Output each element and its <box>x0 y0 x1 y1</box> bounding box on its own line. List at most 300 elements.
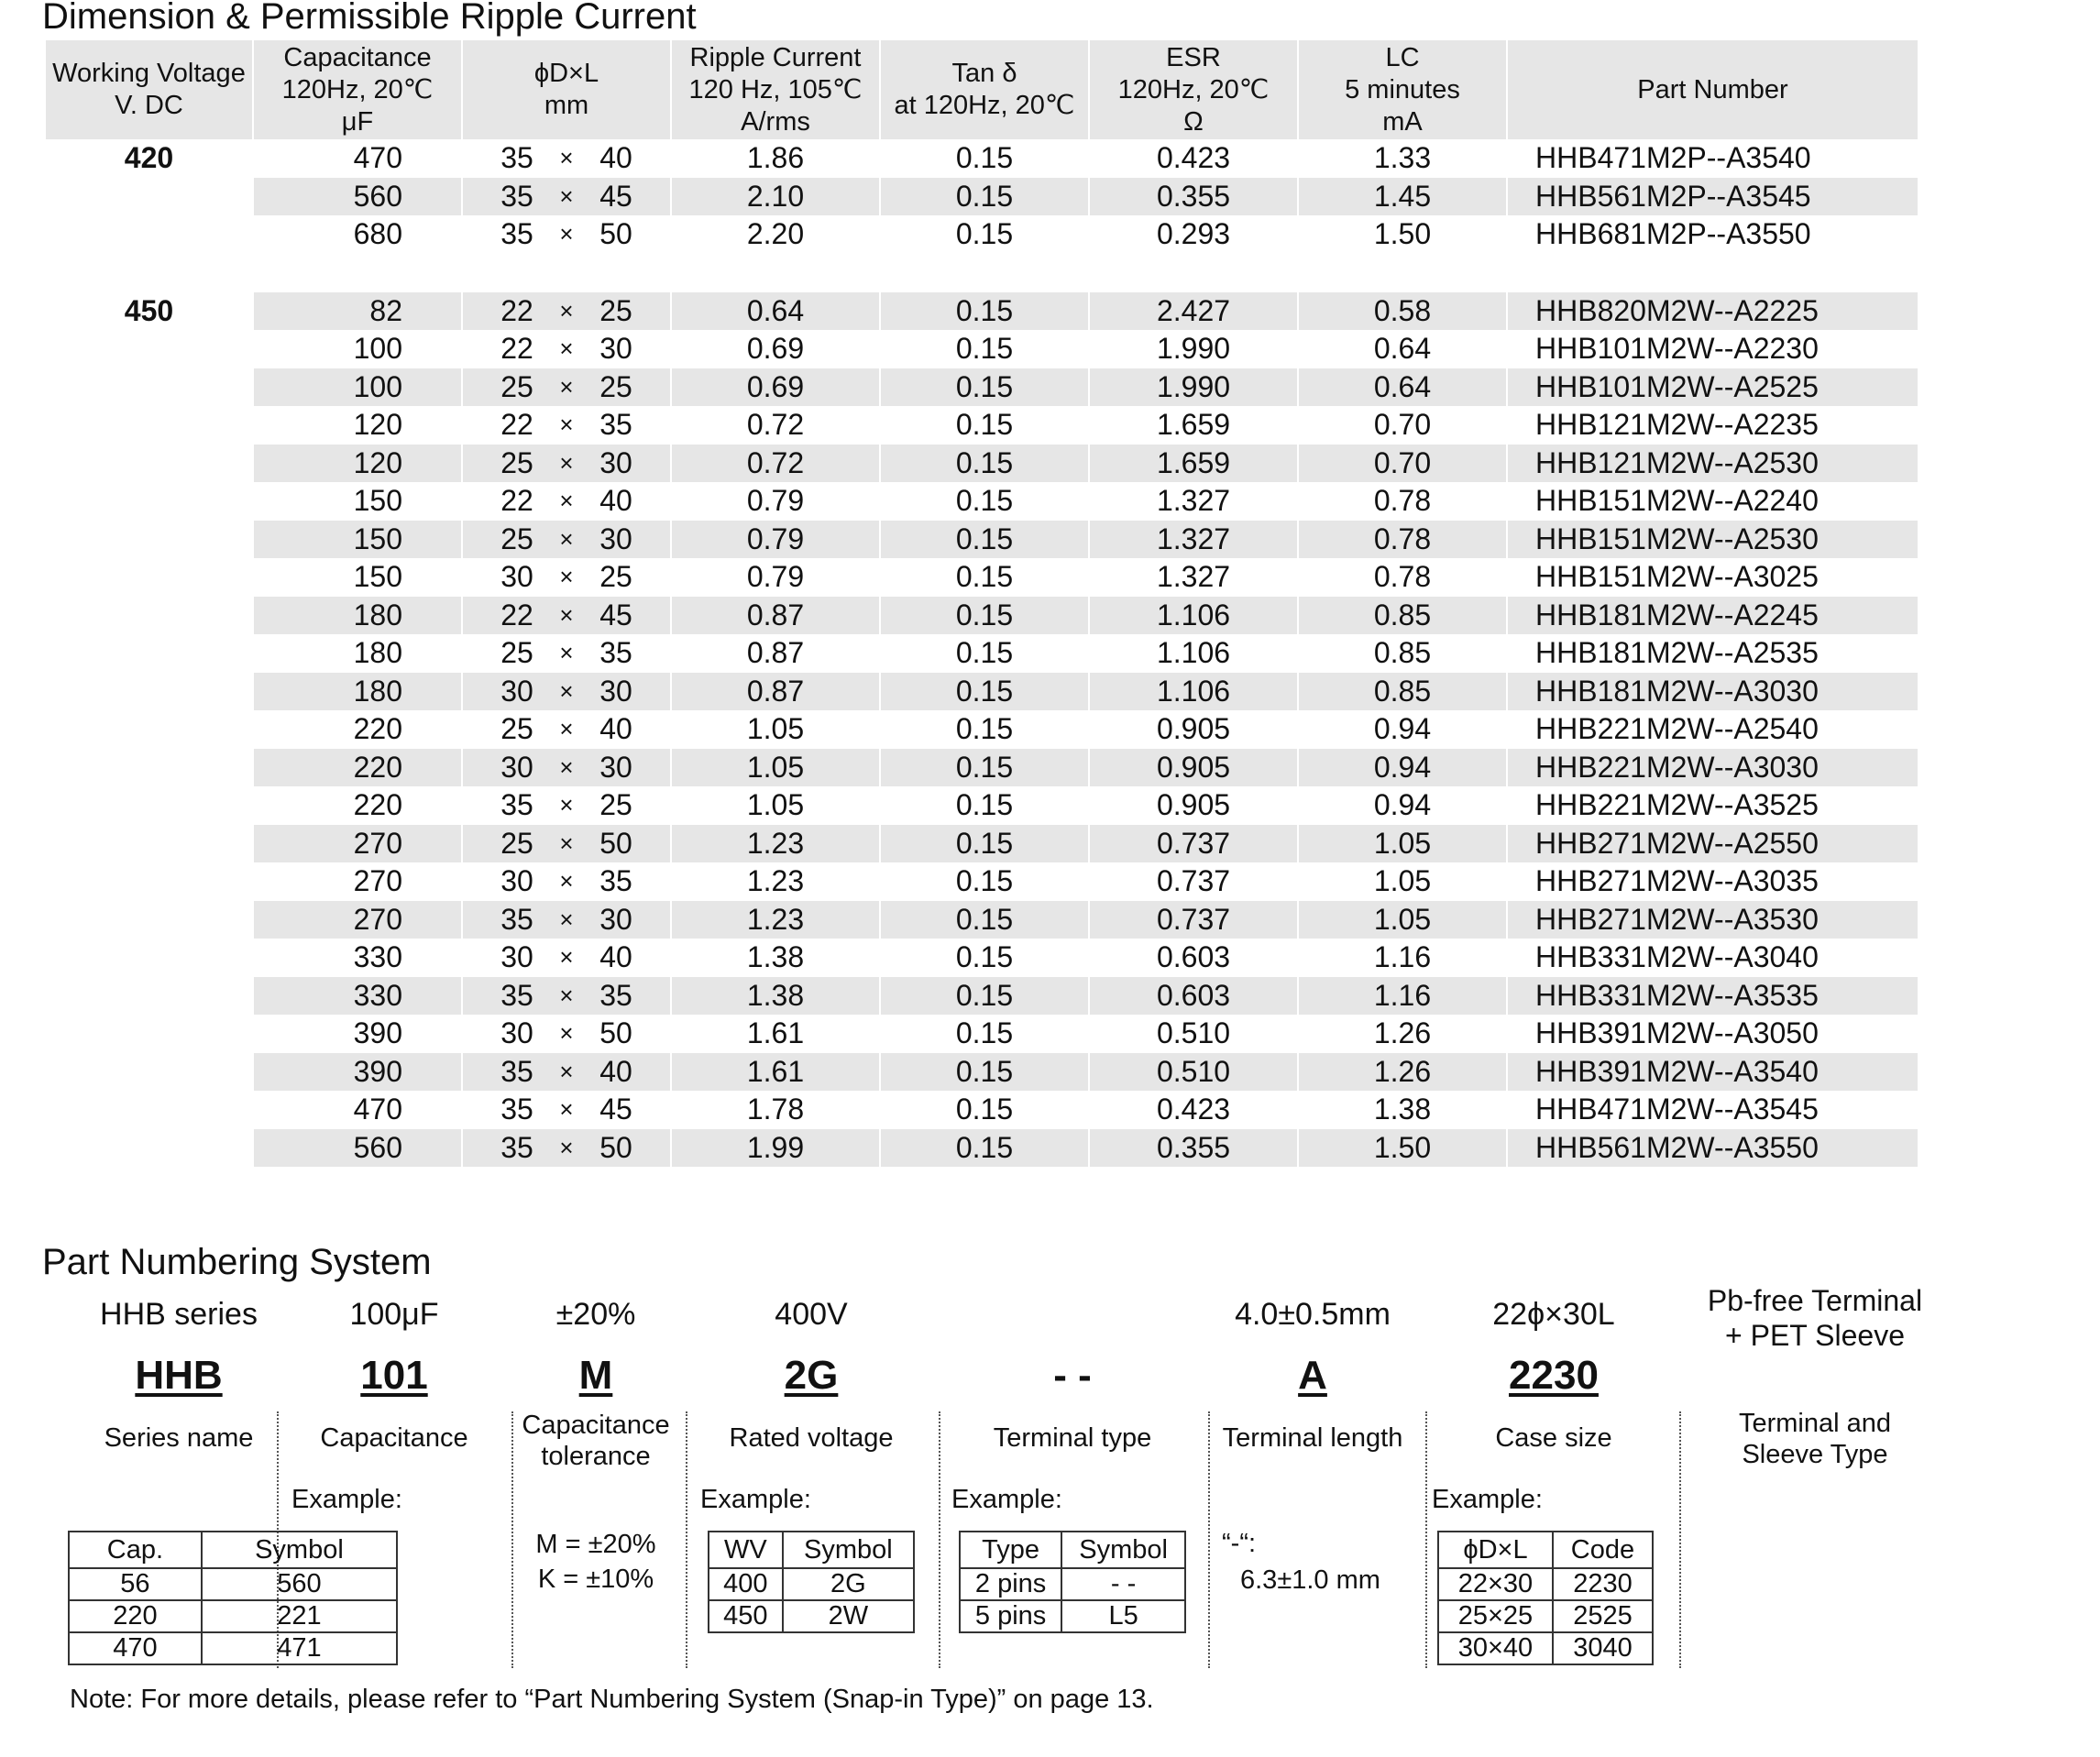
table-row <box>46 406 1918 445</box>
diameter-value: 30 <box>500 1016 533 1050</box>
table-row <box>69 1600 397 1632</box>
ripple-current-cell: 1.23 <box>671 862 880 901</box>
dimension-cell <box>462 1015 671 1053</box>
working-voltage-cell <box>46 1053 253 1092</box>
capacitance-cell: 180 <box>253 597 462 635</box>
length-value: 25 <box>599 293 632 327</box>
table-cell: 2G <box>783 1568 914 1600</box>
table-row <box>46 215 1918 254</box>
table-row <box>709 1568 914 1600</box>
lc-cell: 1.05 <box>1298 901 1507 939</box>
esr-cell: 0.603 <box>1089 939 1298 977</box>
ripple-current-cell: 1.05 <box>671 786 880 825</box>
table-row <box>46 330 1918 368</box>
part-number-cell: HHB391M2W--A3540 <box>1507 1053 1918 1092</box>
pns-sleeve-example: Pb-free Terminal + PET Sleeve <box>1707 1284 1923 1352</box>
diameter-value: 35 <box>500 217 533 251</box>
table-cell: 2525 <box>1553 1600 1653 1632</box>
pns-voltage <box>697 1297 926 1454</box>
table-row <box>46 901 1918 939</box>
capacitance-cell: 680 <box>253 215 462 254</box>
capacitance-cell: 220 <box>253 749 462 787</box>
length-value: 30 <box>599 750 632 784</box>
length-value: 25 <box>599 560 632 594</box>
pns-sleeve-label: Terminal and Sleeve Type <box>1738 1409 1892 1469</box>
table-row <box>46 482 1918 521</box>
table-row <box>46 1053 1918 1092</box>
header-esr: ESR 120Hz, 20℃ Ω <box>1089 40 1298 139</box>
diameter-value: 25 <box>500 636 533 670</box>
length-value: 35 <box>599 408 632 442</box>
table-cell: 30×40 <box>1438 1632 1553 1664</box>
lc-cell: 1.50 <box>1298 1129 1507 1168</box>
table-row <box>46 939 1918 977</box>
voltage-example-table <box>708 1531 915 1633</box>
pns-tol-label: Capacitance tolerance <box>522 1411 670 1471</box>
pns-term-label: Terminal type <box>993 1423 1152 1453</box>
esr-cell: 1.659 <box>1089 445 1298 483</box>
ripple-current-cell: 2.10 <box>671 178 880 216</box>
pns-series-label: Series name <box>104 1423 254 1453</box>
esr-cell: 0.293 <box>1089 215 1298 254</box>
pns-term-code: - - <box>1053 1353 1092 1398</box>
part-number-cell: HHB561M2W--A3550 <box>1507 1129 1918 1168</box>
table-cell: 5 pins <box>960 1600 1061 1632</box>
ripple-current-cell: 1.86 <box>671 139 880 178</box>
times-symbol: × <box>559 752 574 781</box>
part-number-cell: HHB221M2W--A2540 <box>1507 710 1918 749</box>
table-row <box>46 521 1918 559</box>
esr-cell: 1.327 <box>1089 482 1298 521</box>
diameter-value: 30 <box>500 940 533 974</box>
working-voltage-cell <box>46 178 253 216</box>
capacitance-cell: 330 <box>253 939 462 977</box>
working-voltage-cell <box>46 558 253 597</box>
dimension-cell <box>462 445 671 483</box>
working-voltage-cell <box>46 1129 253 1168</box>
esr-cell: 0.423 <box>1089 139 1298 178</box>
working-voltage-cell <box>46 597 253 635</box>
ripple-current-cell: 0.79 <box>671 521 880 559</box>
tan-delta-cell: 0.15 <box>880 1091 1089 1129</box>
length-value: 50 <box>599 1130 632 1164</box>
ripple-current-cell: 1.61 <box>671 1053 880 1092</box>
example-label-term: Example: <box>951 1485 1062 1514</box>
length-value: 30 <box>599 902 632 936</box>
tan-delta-cell: 0.15 <box>880 1015 1089 1053</box>
working-voltage-cell <box>46 977 253 1016</box>
dimension-cell <box>462 939 671 977</box>
diameter-value: 22 <box>500 293 533 327</box>
pns-tlen-example: 4.0±0.5mm <box>1235 1297 1391 1332</box>
table-row <box>1438 1532 1653 1568</box>
diameter-value: 25 <box>500 826 533 860</box>
part-number-cell: HHB121M2W--A2235 <box>1507 406 1918 445</box>
tan-delta-cell: 0.15 <box>880 215 1089 254</box>
tan-delta-cell: 0.15 <box>880 558 1089 597</box>
dimension-cell <box>462 292 671 331</box>
table-row <box>709 1532 914 1568</box>
tan-delta-cell: 0.15 <box>880 330 1089 368</box>
part-number-cell: HHB151M2W--A3025 <box>1507 558 1918 597</box>
header-dimension: ϕD×L mm <box>462 40 671 139</box>
table-row <box>46 1091 1918 1129</box>
dimension-cell <box>462 710 671 749</box>
table-row <box>960 1532 1185 1568</box>
times-symbol: × <box>559 563 574 591</box>
dimension-cell <box>462 482 671 521</box>
table-header-cell: Symbol <box>1061 1532 1185 1568</box>
part-number-cell: HHB471M2W--A3545 <box>1507 1091 1918 1129</box>
table-cell: 220 <box>69 1600 202 1632</box>
divider <box>1425 1411 1427 1668</box>
capacitance-cell: 150 <box>253 482 462 521</box>
example-label-cap: Example: <box>291 1485 402 1514</box>
ripple-current-cell: 1.05 <box>671 710 880 749</box>
part-number-cell: HHB271M2W--A2550 <box>1507 825 1918 863</box>
diameter-value: 35 <box>500 179 533 213</box>
esr-cell: 1.106 <box>1089 597 1298 635</box>
pns-tlen-label: Terminal length <box>1222 1423 1403 1453</box>
diameter-value: 35 <box>500 978 533 1012</box>
length-value: 30 <box>599 522 632 555</box>
ripple-current-cell: 1.23 <box>671 825 880 863</box>
ripple-current-cell: 0.79 <box>671 558 880 597</box>
times-symbol: × <box>559 335 574 363</box>
capacitance-cell: 180 <box>253 634 462 673</box>
header-capacitance: Capacitance 120Hz, 20℃ μF <box>253 40 462 139</box>
lc-cell: 1.26 <box>1298 1053 1507 1092</box>
part-number-cell: HHB101M2W--A2525 <box>1507 368 1918 407</box>
tan-delta-cell: 0.15 <box>880 977 1089 1016</box>
esr-cell: 1.106 <box>1089 673 1298 711</box>
working-voltage-cell <box>46 406 253 445</box>
times-symbol: × <box>559 676 574 705</box>
pns-case-label: Case size <box>1495 1423 1612 1453</box>
part-number-cell: HHB681M2P--A3550 <box>1507 215 1918 254</box>
times-symbol: × <box>559 524 574 553</box>
table-cell: - - <box>1061 1568 1185 1600</box>
ripple-current-cell: 0.72 <box>671 406 880 445</box>
ripple-current-cell: 0.79 <box>671 482 880 521</box>
part-number-cell: HHB101M2W--A2230 <box>1507 330 1918 368</box>
ripple-current-cell: 0.72 <box>671 445 880 483</box>
pns-cap-label: Capacitance <box>320 1423 468 1453</box>
length-value: 40 <box>599 484 632 518</box>
table-cell: 450 <box>709 1600 783 1632</box>
header-tan-delta: Tan δ at 120Hz, 20℃ <box>880 40 1089 139</box>
lc-cell: 0.78 <box>1298 521 1507 559</box>
ripple-current-cell: 1.38 <box>671 977 880 1016</box>
times-symbol: × <box>559 411 574 439</box>
group-gap <box>46 254 1918 292</box>
table-row <box>46 634 1918 673</box>
divider <box>939 1411 940 1668</box>
table-row <box>46 597 1918 635</box>
table-row <box>1438 1568 1653 1600</box>
esr-cell: 1.990 <box>1089 330 1298 368</box>
length-value: 40 <box>599 940 632 974</box>
tan-delta-cell: 0.15 <box>880 521 1089 559</box>
tan-delta-cell: 0.15 <box>880 482 1089 521</box>
table-header-cell: WV <box>709 1532 783 1568</box>
dimension-cell <box>462 901 671 939</box>
times-symbol: × <box>559 943 574 972</box>
length-value: 35 <box>599 978 632 1012</box>
lc-cell: 0.94 <box>1298 749 1507 787</box>
table-header-cell: Symbol <box>202 1532 397 1568</box>
lc-cell: 1.45 <box>1298 178 1507 216</box>
times-symbol: × <box>559 791 574 819</box>
divider <box>1208 1411 1210 1668</box>
working-voltage-cell <box>46 749 253 787</box>
table-cell: L5 <box>1061 1600 1185 1632</box>
length-value: 50 <box>599 826 632 860</box>
pns-cap-example: 100μF <box>349 1297 439 1332</box>
diameter-value: 30 <box>500 750 533 784</box>
header-ripple-current: Ripple Current 120 Hz, 105℃ A/rms <box>671 40 880 139</box>
table-cell: 560 <box>202 1568 397 1600</box>
dimension-cell <box>462 749 671 787</box>
dimension-cell <box>462 406 671 445</box>
capacitance-cell: 330 <box>253 977 462 1016</box>
tan-delta-cell: 0.15 <box>880 1129 1089 1168</box>
diameter-value: 35 <box>500 788 533 822</box>
table-cell: 2 pins <box>960 1568 1061 1600</box>
length-value: 35 <box>599 864 632 898</box>
tan-delta-cell: 0.15 <box>880 939 1089 977</box>
working-voltage-cell <box>46 939 253 977</box>
ripple-current-cell: 0.64 <box>671 292 880 331</box>
capacitance-cell: 100 <box>253 330 462 368</box>
dimension-cell <box>462 1091 671 1129</box>
tan-delta-cell: 0.15 <box>880 786 1089 825</box>
pns-series-code: HHB <box>135 1353 223 1398</box>
table-row <box>1438 1632 1653 1664</box>
part-number-cell: HHB221M2W--A3525 <box>1507 786 1918 825</box>
spec-table <box>46 40 1918 1167</box>
capacitance-cell: 560 <box>253 178 462 216</box>
diameter-value: 22 <box>500 598 533 631</box>
pns-volt-label: Rated voltage <box>729 1423 894 1453</box>
length-value: 50 <box>599 1016 632 1050</box>
table-cell: 56 <box>69 1568 202 1600</box>
ripple-current-cell: 0.69 <box>671 368 880 407</box>
capacitance-cell: 470 <box>253 1091 462 1129</box>
diameter-value: 30 <box>500 864 533 898</box>
lc-cell: 0.58 <box>1298 292 1507 331</box>
ripple-current-cell: 1.78 <box>671 1091 880 1129</box>
table-row <box>69 1532 397 1568</box>
table-row <box>960 1600 1185 1632</box>
times-symbol: × <box>559 144 574 172</box>
esr-cell: 1.990 <box>1089 368 1298 407</box>
part-number-cell: HHB151M2W--A2530 <box>1507 521 1918 559</box>
ripple-current-cell: 1.99 <box>671 1129 880 1168</box>
table-row <box>46 862 1918 901</box>
table-row <box>46 1015 1918 1053</box>
esr-cell: 0.603 <box>1089 977 1298 1016</box>
length-value: 40 <box>599 141 632 175</box>
times-symbol: × <box>559 829 574 857</box>
table-cell: 2230 <box>1553 1568 1653 1600</box>
diameter-value: 35 <box>500 141 533 175</box>
ripple-current-cell: 0.87 <box>671 673 880 711</box>
table-row <box>46 749 1918 787</box>
pns-capacitance <box>302 1297 486 1454</box>
capacitance-cell: 120 <box>253 406 462 445</box>
part-number-cell: HHB391M2W--A3050 <box>1507 1015 1918 1053</box>
working-voltage-cell <box>46 862 253 901</box>
diameter-value: 25 <box>500 712 533 746</box>
dimension-cell <box>462 597 671 635</box>
capacitance-cell: 560 <box>253 1129 462 1168</box>
diameter-value: 35 <box>500 902 533 936</box>
lc-cell: 0.94 <box>1298 710 1507 749</box>
lc-cell: 0.85 <box>1298 673 1507 711</box>
esr-cell: 0.355 <box>1089 1129 1298 1168</box>
length-value: 35 <box>599 636 632 670</box>
times-symbol: × <box>559 296 574 324</box>
diameter-value: 25 <box>500 445 533 479</box>
diameter-value: 22 <box>500 332 533 366</box>
lc-cell: 1.16 <box>1298 977 1507 1016</box>
dimension-cell <box>462 178 671 216</box>
pns-series <box>73 1297 284 1454</box>
part-number-cell: HHB471M2P--A3540 <box>1507 139 1918 178</box>
diameter-value: 25 <box>500 522 533 555</box>
esr-cell: 0.355 <box>1089 178 1298 216</box>
case-example-table <box>1437 1531 1654 1665</box>
tolerance-notes: M = ±20% K = ±10% <box>535 1530 656 1594</box>
working-voltage-cell <box>46 482 253 521</box>
ripple-current-cell: 1.61 <box>671 1015 880 1053</box>
working-voltage-cell <box>46 521 253 559</box>
esr-cell: 1.106 <box>1089 634 1298 673</box>
table-header-cell: Symbol <box>783 1532 914 1568</box>
table-row <box>709 1600 914 1632</box>
working-voltage-cell <box>46 825 253 863</box>
section-title-part-numbering: Part Numbering System <box>42 1242 432 1282</box>
length-value: 30 <box>599 445 632 479</box>
ripple-current-cell: 2.20 <box>671 215 880 254</box>
capacitance-cell: 220 <box>253 786 462 825</box>
section-title-dimension: Dimension & Permissible Ripple Current <box>42 0 697 37</box>
header-working-voltage: Working Voltage V. DC <box>46 40 253 139</box>
capacitance-cell: 390 <box>253 1015 462 1053</box>
capacitance-cell: 220 <box>253 710 462 749</box>
capacitance-cell: 270 <box>253 901 462 939</box>
tan-delta-cell: 0.15 <box>880 901 1089 939</box>
table-row <box>69 1568 397 1600</box>
capacitance-cell: 470 <box>253 139 462 178</box>
dimension-cell <box>462 558 671 597</box>
length-value: 45 <box>599 1093 632 1126</box>
table-cell: 221 <box>202 1600 397 1632</box>
tan-delta-cell: 0.15 <box>880 749 1089 787</box>
length-value: 40 <box>599 1054 632 1088</box>
capacitance-cell: 150 <box>253 521 462 559</box>
pns-case-example: 22ϕ×30L <box>1492 1297 1615 1332</box>
part-number-cell: HHB151M2W--A2240 <box>1507 482 1918 521</box>
length-value: 25 <box>599 788 632 822</box>
times-symbol: × <box>559 487 574 515</box>
diameter-value: 22 <box>500 408 533 442</box>
esr-cell: 1.659 <box>1089 406 1298 445</box>
times-symbol: × <box>559 1019 574 1048</box>
working-voltage-cell <box>46 1091 253 1129</box>
pns-volt-example: 400V <box>775 1297 848 1332</box>
lc-cell: 0.85 <box>1298 597 1507 635</box>
table-row <box>46 825 1918 863</box>
tan-delta-cell: 0.15 <box>880 368 1089 407</box>
lc-cell: 0.94 <box>1298 786 1507 825</box>
dimension-cell <box>462 862 671 901</box>
pns-cap-code: 101 <box>360 1353 428 1398</box>
table-header-cell: Type <box>960 1532 1061 1568</box>
length-value: 30 <box>599 332 632 366</box>
tan-delta-cell: 0.15 <box>880 673 1089 711</box>
times-symbol: × <box>559 1057 574 1085</box>
part-number-cell: HHB331M2W--A3040 <box>1507 939 1918 977</box>
example-label-volt: Example: <box>700 1485 811 1514</box>
lc-cell: 1.05 <box>1298 862 1507 901</box>
lc-cell: 1.38 <box>1298 1091 1507 1129</box>
working-voltage-cell: 420 <box>46 139 253 178</box>
table-header-cell: Cap. <box>69 1532 202 1568</box>
part-number-cell: HHB181M2W--A2245 <box>1507 597 1918 635</box>
lc-cell: 0.78 <box>1298 558 1507 597</box>
pns-term-example <box>944 1297 1201 1333</box>
table-cell: 2W <box>783 1600 914 1632</box>
pns-series-example: HHB series <box>100 1297 258 1332</box>
working-voltage-cell: 450 <box>46 292 253 331</box>
dimension-cell <box>462 786 671 825</box>
part-number-cell: HHB181M2W--A3030 <box>1507 673 1918 711</box>
times-symbol: × <box>559 981 574 1009</box>
divider <box>1679 1411 1681 1668</box>
terminal-length-notes: “-“: 6.3±1.0 mm <box>1222 1529 1380 1595</box>
length-value: 50 <box>599 217 632 251</box>
part-number-cell: HHB271M2W--A3035 <box>1507 862 1918 901</box>
times-symbol: × <box>559 600 574 629</box>
table-cell: 3040 <box>1553 1632 1653 1664</box>
esr-cell: 0.905 <box>1089 710 1298 749</box>
times-symbol: × <box>559 220 574 248</box>
dimension-cell <box>462 368 671 407</box>
table-row <box>46 673 1918 711</box>
spec-header-row <box>46 40 1918 139</box>
pns-tlen-code: A <box>1298 1353 1327 1398</box>
part-number-cell: HHB820M2W--A2225 <box>1507 292 1918 331</box>
esr-cell: 1.327 <box>1089 521 1298 559</box>
esr-cell: 0.905 <box>1089 749 1298 787</box>
capacitance-cell: 82 <box>253 292 462 331</box>
tan-delta-cell: 0.15 <box>880 1053 1089 1092</box>
pns-volt-code: 2G <box>784 1353 839 1398</box>
table-row <box>46 139 1918 178</box>
working-voltage-cell <box>46 634 253 673</box>
table-row <box>960 1568 1185 1600</box>
header-lc: LC 5 minutes mA <box>1298 40 1507 139</box>
divider <box>686 1411 687 1668</box>
pns-sleeve <box>1687 1283 1943 1470</box>
lc-cell: 1.16 <box>1298 939 1507 977</box>
table-row <box>46 786 1918 825</box>
table-row <box>46 292 1918 331</box>
diameter-value: 35 <box>500 1130 533 1164</box>
tan-delta-cell: 0.15 <box>880 445 1089 483</box>
